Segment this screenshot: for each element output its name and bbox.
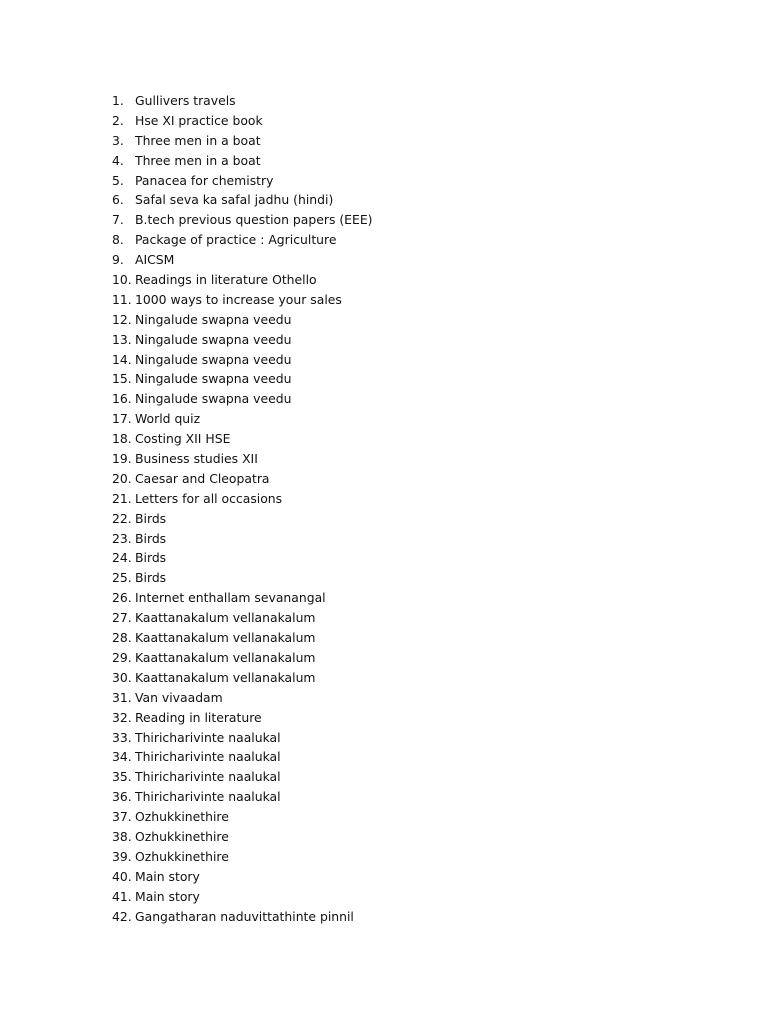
list-item-number: 9. [112,252,124,268]
list-item-number: 38. [112,828,132,844]
list-item [112,887,373,907]
list-item-number: 21. [112,490,132,506]
list-item-number: 16. [112,391,132,407]
list-item-title: Gangatharan naduvittathinte pinnil [135,908,354,924]
list-item [112,250,373,270]
list-item-title: Ozhukkinethire [135,809,229,825]
list-item-title: Kaattanakalum vellanakalum [135,610,316,626]
list-item-number: 36. [112,789,132,805]
list-item-number: 30. [112,669,132,685]
list-item [112,230,373,250]
list-item [112,668,373,688]
list-item [112,847,373,867]
list-item-number: 4. [112,152,124,168]
book-list [112,91,373,926]
list-item-title: Letters for all occasions [135,490,283,506]
list-item [112,767,373,787]
list-item-number: 2. [112,112,124,128]
list-item-number: 37. [112,809,132,825]
list-item-number: 35. [112,769,132,785]
list-item [112,469,373,489]
list-item [112,827,373,847]
list-item [112,688,373,708]
list-item-title: Internet enthallam sevanangal [135,590,326,606]
list-item-title: Thiricharivinte naalukal [135,729,281,745]
list-item [112,389,373,409]
list-item-title: Thiricharivinte naalukal [135,749,281,765]
list-item-title: Birds [135,570,167,586]
list-item-title: Ningalude swapna veedu [135,331,292,347]
list-item-title: Ningalude swapna veedu [135,311,292,327]
list-item [112,310,373,330]
list-item [112,190,373,210]
list-item-title: Three men in a boat [135,132,261,148]
list-item-title: Safal seva ka safal jadhu (hindi) [135,192,334,208]
list-item-number: 34. [112,749,132,765]
list-item-title: Three men in a boat [135,152,261,168]
list-item-title: Caesar and Cleopatra [135,470,270,486]
list-item-number: 25. [112,570,132,586]
list-item-title: Ozhukkinethire [135,848,229,864]
list-item [112,747,373,767]
list-item-number: 26. [112,590,132,606]
list-item [112,529,373,549]
list-item [112,350,373,370]
list-item-number: 39. [112,848,132,864]
list-item-number: 14. [112,351,132,367]
list-item-title: Ningalude swapna veedu [135,371,292,387]
list-item-number: 33. [112,729,132,745]
list-item [112,91,373,111]
list-item-number: 5. [112,172,124,188]
list-item-number: 6. [112,192,124,208]
list-item-title: Thiricharivinte naalukal [135,769,281,785]
list-item [112,489,373,509]
list-item-number: 11. [112,291,132,307]
list-item-title: Gullivers travels [135,93,236,108]
list-item-number: 29. [112,649,132,665]
list-item [112,409,373,429]
list-item-title: Kaattanakalum vellanakalum [135,630,316,646]
list-item-title: Kaattanakalum vellanakalum [135,669,316,685]
list-item [112,330,373,350]
list-item-title: Birds [135,510,167,526]
list-item-number: 27. [112,610,132,626]
list-item-number: 15. [112,371,132,387]
list-item-title: Thiricharivinte naalukal [135,789,281,805]
list-item [112,151,373,171]
list-item-number: 28. [112,630,132,646]
list-item-number: 22. [112,510,132,526]
list-item-number: 40. [112,868,132,884]
list-item [112,171,373,191]
list-item-title: Readings in literature Othello [135,272,317,288]
list-item [112,867,373,887]
list-item-number: 24. [112,550,132,566]
list-item [112,568,373,588]
list-item-title: Package of practice : Agriculture [135,232,337,248]
list-item-number: 7. [112,212,124,228]
list-item [112,787,373,807]
list-item [112,728,373,748]
list-item-number: 42. [112,908,132,924]
list-item-number: 23. [112,530,132,546]
list-item-title: Ningalude swapna veedu [135,391,292,407]
list-item [112,708,373,728]
list-item [112,210,373,230]
list-item-title: Hse XI practice book [135,112,263,128]
list-item-number: 17. [112,411,132,427]
list-item-number: 18. [112,431,132,447]
list-item [112,131,373,151]
list-item-title: Main story [135,868,200,884]
list-item [112,270,373,290]
list-item-title: Costing XII HSE [135,431,231,447]
list-item-title: Birds [135,550,167,566]
list-item [112,548,373,568]
list-item [112,449,373,469]
list-item-number: 3. [112,132,124,148]
list-item-title: Kaattanakalum vellanakalum [135,649,316,665]
list-item-number: 8. [112,232,124,248]
list-item-title: Main story [135,888,200,904]
list-item [112,907,373,927]
list-item-title: Business studies XII [135,451,258,467]
list-item-title: AICSM [135,252,175,268]
list-item-title: Ningalude swapna veedu [135,351,292,367]
list-item-title: Van vivaadam [135,689,223,705]
list-item [112,429,373,449]
list-item-number: 41. [112,888,132,904]
list-item-number: 20. [112,470,132,486]
list-item [112,588,373,608]
list-item [112,290,373,310]
list-item-number: 13. [112,331,132,347]
list-item [112,608,373,628]
list-item [112,648,373,668]
list-item-title: B.tech previous question papers (EEE) [135,212,373,228]
list-item-title: Birds [135,530,167,546]
list-item [112,369,373,389]
list-item-number: 31. [112,689,132,705]
list-item [112,807,373,827]
list-item-title: 1000 ways to increase your sales [135,291,342,307]
list-item [112,509,373,529]
list-item-title: Reading in literature [135,709,262,725]
list-item-number: 10. [112,272,132,288]
list-item-number: 19. [112,451,132,467]
list-item-title: Panacea for chemistry [135,172,274,188]
list-item-title: World quiz [135,411,201,427]
list-item-title: Ozhukkinethire [135,828,229,844]
list-item-number: 32. [112,709,132,725]
list-item-number: 12. [112,311,132,327]
list-item [112,111,373,131]
list-item [112,628,373,648]
list-item-number: 1. [112,93,124,108]
